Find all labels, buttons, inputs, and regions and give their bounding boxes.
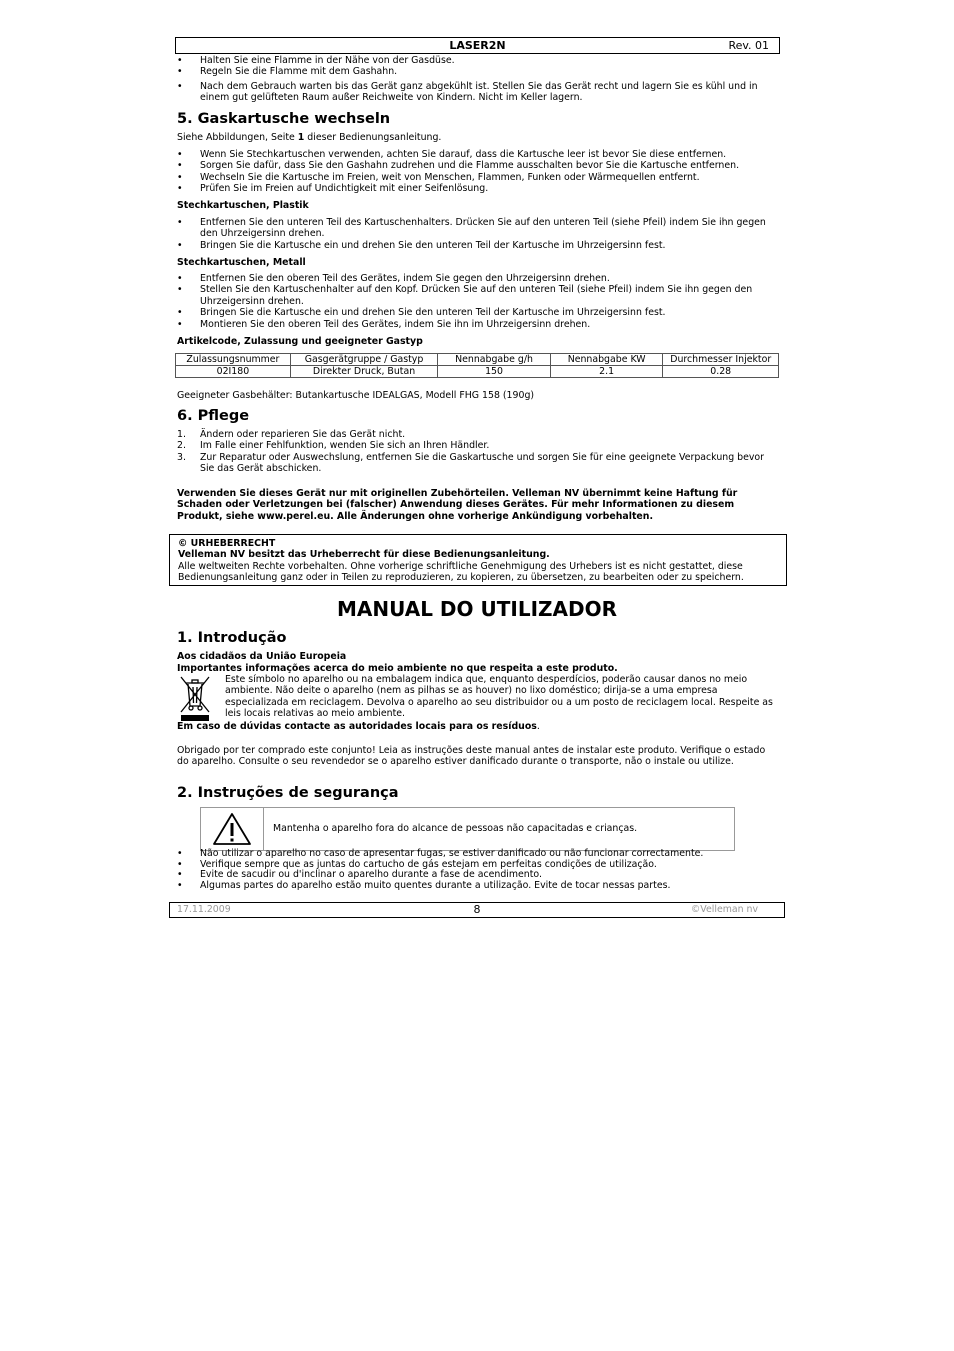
table-row xyxy=(176,366,779,378)
list-item xyxy=(177,452,767,475)
list-item: • Stellen Sie den Kartuschenhalter auf den Kopf. Drücken Sie auf den unteren Teil (siehe Pfeil) indem Sie ihn gegen den Uhrzeigersinn drehen. xyxy=(177,284,767,307)
list-item: • Bringen Sie die Kartusche ein und drehen Sie den unteren Teil der Kartusche im Uhrzeigersinn fest. xyxy=(177,307,767,318)
eu-heading: Aos cidadãos da União Europeia xyxy=(177,651,347,662)
doubt-end: . xyxy=(536,721,540,732)
list-item: • Wechseln Sie die Kartusche im Freien, weit von Menschen, Flammen, Funken oder Wärmequellen entfernt. xyxy=(177,172,780,183)
section-heading-5: 5. Gaskartusche wechseln xyxy=(177,111,391,127)
copyright-line1: Velleman NV besitzt das Urheberrecht für diese Bedienungsanleitung. xyxy=(178,549,550,561)
list-item: • Evite de sacudir ou d'inclinar o aparelho durante a fase de acendimento. xyxy=(177,870,777,881)
revision-label: Rev. 01 xyxy=(728,39,769,52)
list-item: • Bringen Sie die Kartusche ein und drehen Sie den unteren Teil der Kartusche im Uhrzeigersinn fest. xyxy=(177,240,767,251)
section-heading-6: 6. Pflege xyxy=(177,408,250,424)
product-title: LASER2N xyxy=(449,39,506,52)
list-item: • Entfernen Sie den oberen Teil des Gerätes, indem Sie gegen den Uhrzeigersinn drehen. xyxy=(177,273,767,284)
item-text: Im Falle einer Fehlfunktion, wenden Sie sich an Ihren Händler. xyxy=(200,440,490,452)
item-number: 2. xyxy=(177,440,186,452)
warning-icon-cell xyxy=(201,808,264,850)
list-item: • Montieren Sie den oberen Teil des Gerätes, indem Sie ihn im Uhrzeigersinn drehen. xyxy=(177,319,767,330)
table-header-cell: Gasgerätgruppe / Gastyp xyxy=(290,354,437,366)
env-heading: Importantes informações acerca do meio ambiente no que respeita a este produto. xyxy=(177,663,618,674)
copyright-line2: Alle weltweiten Rechte vorbehalten. Ohne vorherige schriftliche Genehmigung des Urhebers ist es nicht gestattet, diese Bedienungsanleitung ganz oder in Teilen zu reproduzieren, zu kopieren, zu übersetzen, zu bearbeiten oder zu speichern. xyxy=(178,560,744,584)
page-footer xyxy=(169,902,785,918)
gas-container-text: Geeigneter Gasbehälter: Butankartusche IDEALGAS, Modell FHG 158 (190g) xyxy=(177,390,535,401)
list-item xyxy=(177,440,767,451)
list-item: • Wenn Sie Stechkartuschen verwenden, achten Sie darauf, dass die Kartusche leer ist bevor Sie diese entfernen. xyxy=(177,149,780,160)
warning-text: Mantenha o aparelho fora do alcance de pessoas não capacitadas e crianças. xyxy=(273,823,638,834)
table-header-row xyxy=(176,354,779,366)
table-header-cell: Zulassungsnummer xyxy=(176,354,291,366)
list-item: • Prüfen Sie im Freien auf Undichtigkeit mit einer Seifenlösung. xyxy=(177,183,780,194)
copyright-title: © URHEBERRECHT xyxy=(178,538,276,549)
manual-title: MANUAL DO UTILIZADOR xyxy=(337,597,617,621)
table-header-cell: Durchmesser Injektor xyxy=(663,354,779,366)
list-item: • Verifique sempre que as juntas do cartucho de gás estejam em perfeitas condições de utilização. xyxy=(177,860,777,871)
list-item: • Não utilizar o aparelho no caso de apresentar fugas, se estiver danificado ou não funcionar correctamente. xyxy=(177,849,777,860)
section5-bullet-list xyxy=(177,149,780,195)
metal-bullet-list xyxy=(177,273,767,330)
doubt-text: Em caso de dúvidas contacte as autoridades locais para os resíduos xyxy=(177,721,537,732)
list-item: • Regeln Sie die Flamme mit dem Gashahn. xyxy=(177,66,780,77)
pt-safety-bullet-list xyxy=(177,849,777,891)
env-text: Este símbolo no aparelho ou na embalagem indica que, enquanto desperdícios, poderão causar danos no meio ambiente. Não deite o aparelho (nem as pilhas se as houver) no lixo doméstico; dirija-se a uma empresa especializada em reciclagem. Devolva o aparelho ao seu distribuidor ou a um posto de reciclagem local. Respeite as leis locais relativas ao meio ambiente. xyxy=(225,674,773,720)
footer-date: 17.11.2009 xyxy=(177,904,231,915)
table-cell: 02I180 xyxy=(176,366,291,378)
intro-page-number: 1 xyxy=(297,132,305,143)
warning-triangle-icon xyxy=(212,812,252,846)
table-heading: Artikelcode, Zulassung und geeigneter Gastyp xyxy=(177,336,423,347)
list-item xyxy=(177,429,767,440)
table-cell: 0.28 xyxy=(663,366,779,378)
list-item: • Algumas partes do aparelho estão muito quentes durante a utilização. Evite de tocar nessas partes. xyxy=(177,881,777,892)
list-item: • Halten Sie eine Flamme in der Nähe von der Gasdüse. xyxy=(177,55,780,66)
item-number: 3. xyxy=(177,451,186,463)
item-number: 1. xyxy=(177,429,186,440)
section6-numbered-list xyxy=(177,429,767,475)
top-bullet-list xyxy=(177,55,780,104)
pt-section-heading-1: 1. Introdução xyxy=(177,630,287,646)
item-text: Zur Reparatur oder Auswechslung, entfernen Sie die Gaskartusche und sorgen Sie für eine geeignete Verpackung bevor Sie das Gerät abschicken. xyxy=(200,451,764,475)
intro-text: Siehe Abbildungen, Seite xyxy=(177,132,298,143)
table-cell: 150 xyxy=(438,366,551,378)
spec-table xyxy=(175,353,779,378)
intro-text-end: dieser Bedienungsanleitung. xyxy=(304,132,442,143)
list-item: • Sorgen Sie dafür, dass Sie den Gashahn zudrehen und die Flamme ausschalten bevor Sie die Kartusche entfernen. xyxy=(177,160,780,171)
pt-section-heading-2: 2. Instruções de segurança xyxy=(177,785,399,801)
section5-intro xyxy=(177,132,441,143)
warning-box xyxy=(200,807,735,851)
table-cell: Direkter Druck, Butan xyxy=(290,366,437,378)
doubt-line xyxy=(177,721,540,732)
list-item: • Nach dem Gebrauch warten bis das Gerät ganz abgekühlt ist. Stellen Sie das Gerät recht und lagern Sie es kühl und in einem gut gelüfteten Raum außer Reichweite von Kindern. Nicht im Keller lagern. xyxy=(177,81,780,104)
weee-bin-icon xyxy=(179,674,211,722)
page-header xyxy=(175,37,780,54)
plastic-bullet-list xyxy=(177,217,767,251)
thanks-text: Obrigado por ter comprado este conjunto! Leia as instruções deste manual antes de instalar este produto. Verifique o estado do aparelho. Consulte o seu revendedor se o aparelho estiver danificado durante o transporte, não o instale ou utilize. xyxy=(177,745,766,768)
disclaimer-text: Verwenden Sie dieses Gerät nur mit originellen Zubehörteilen. Velleman NV übernimmt keine Haftung für Schaden oder Verletzungen bei (falscher) Anwendung dieses Gerätes. Für mehr Informationen zu diesem Produkt, siehe www.perel.eu. Alle Änderungen ohne vorherige Ankündigung vorbehalten. xyxy=(177,488,738,522)
item-text: Ändern oder reparieren Sie das Gerät nicht. xyxy=(200,429,406,440)
plastic-heading: Stechkartuschen, Plastik xyxy=(177,200,309,211)
metal-heading: Stechkartuschen, Metall xyxy=(177,257,306,268)
copyright-box xyxy=(169,534,787,586)
page-number: 8 xyxy=(473,903,481,916)
table-header-cell: Nennabgabe KW xyxy=(550,354,663,366)
table-header-cell: Nennabgabe g/h xyxy=(438,354,551,366)
footer-copyright: ©Velleman nv xyxy=(690,904,758,915)
table-cell: 2.1 xyxy=(550,366,663,378)
list-item: • Entfernen Sie den unteren Teil des Kartuschenhalters. Drücken Sie auf den unteren Teil (siehe Pfeil) indem Sie ihn gegen den Uhrzeigersinn drehen. xyxy=(177,217,767,240)
